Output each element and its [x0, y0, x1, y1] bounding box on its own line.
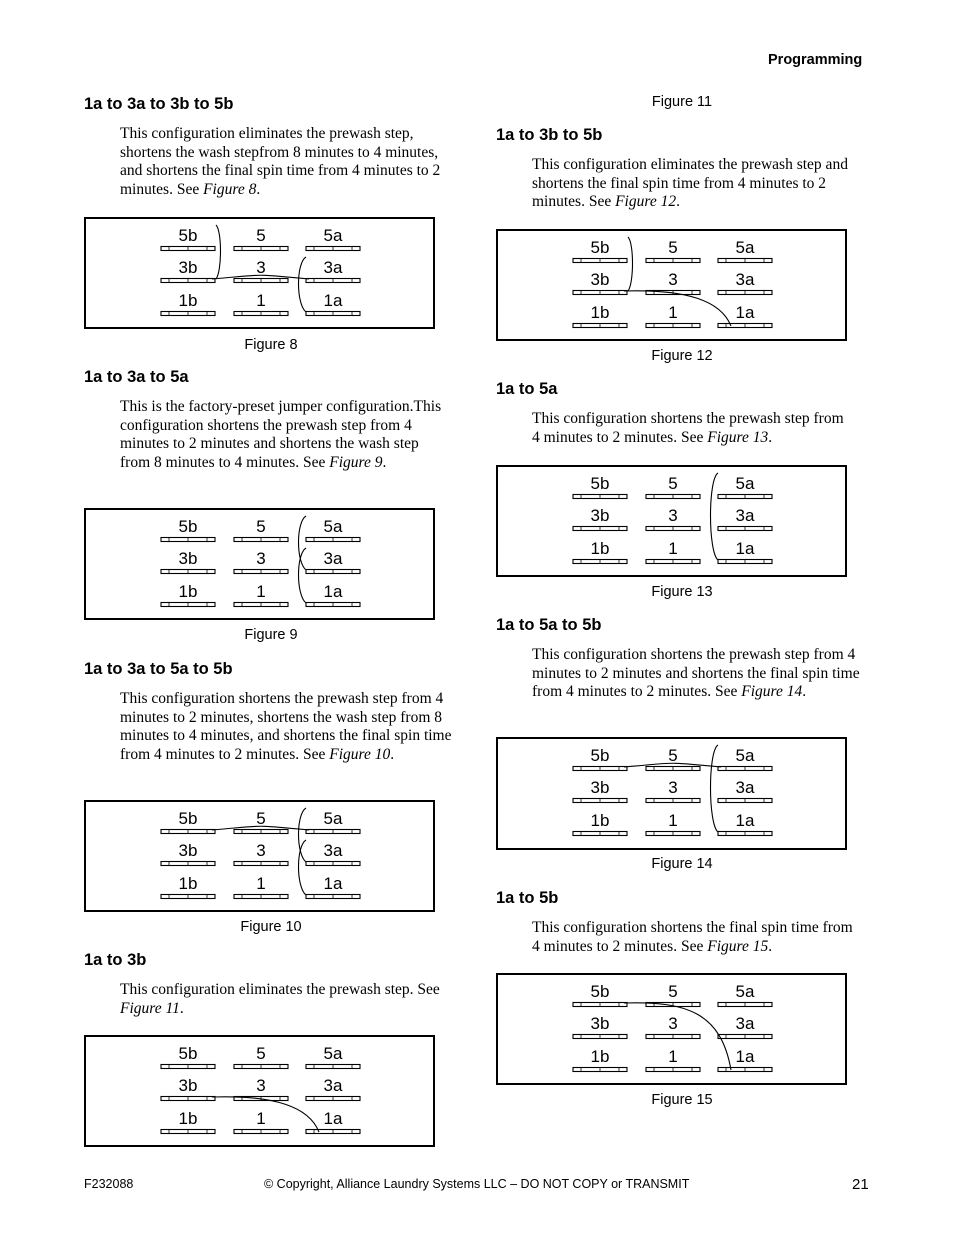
- terminal-1a: [306, 1109, 360, 1134]
- section-body: This configuration eliminates the prewash step, shortens the wash stepfrom 8 minutes to 4 minutes, and shortens the final spin time from 4 minutes to 2 minutes. See Figure 8.: [120, 125, 441, 198]
- terminal-3: [234, 258, 288, 283]
- terminal-5: [234, 226, 288, 251]
- figure-10-caption: Figure 10: [240, 919, 302, 935]
- figure-reference[interactable]: Figure 8: [203, 180, 257, 198]
- terminal-3b: [161, 841, 215, 866]
- terminal-label: 1: [256, 582, 266, 601]
- terminal-3a: [718, 270, 772, 295]
- terminal-1a: [306, 874, 360, 899]
- jumper-diagram-svg: [498, 739, 845, 848]
- terminal-5b: [573, 238, 627, 263]
- figure-9-jumper-diagram: [84, 508, 435, 620]
- jumper-diagram-svg: [86, 1037, 433, 1145]
- jumper-diagram-svg: [498, 467, 845, 575]
- jumper-wire-1a-5a: [711, 745, 719, 832]
- terminal-3b: [573, 270, 627, 295]
- terminal-label: 3: [668, 506, 678, 525]
- terminal-label: 1b: [590, 1047, 610, 1066]
- terminal-label: 1: [668, 539, 678, 558]
- jumper-diagram-svg: [498, 975, 845, 1083]
- section-body: This configuration eliminates the prewash step. See Figure 11.: [120, 981, 440, 1017]
- terminal-3b: [161, 1076, 215, 1101]
- terminal-label: 5b: [178, 517, 198, 536]
- section-heading: 1a to 5a: [496, 380, 558, 398]
- terminal-label: 3a: [323, 549, 343, 568]
- terminal-label: 1b: [590, 303, 610, 322]
- terminal-label: 5b: [178, 226, 198, 245]
- terminal-label: 5a: [323, 1044, 343, 1063]
- terminal-1b: [161, 291, 215, 316]
- terminal-1: [234, 1109, 288, 1134]
- terminal-label: 3a: [735, 506, 755, 525]
- terminal-1a: [718, 303, 772, 328]
- terminal-label: 5b: [590, 238, 610, 257]
- terminal-1b: [573, 539, 627, 564]
- terminal-label: 5a: [735, 238, 755, 257]
- terminal-5b: [573, 746, 627, 771]
- terminal-1b: [161, 582, 215, 607]
- terminal-3b: [161, 549, 215, 574]
- terminal-5b: [161, 809, 215, 834]
- section-body: This configuration shortens the prewash step from 4 minutes to 2 minutes, shortens the wash step from 8 minutes to 4 minutes, and shortens the final spin time from 4 minutes to 2 minutes. See Figure 10.: [120, 690, 452, 763]
- jumper-diagram-svg: [86, 219, 433, 327]
- terminal-3: [234, 549, 288, 574]
- page-number: 21: [852, 1176, 869, 1193]
- terminal-label: 1a: [323, 291, 343, 310]
- jumper-wire-3b-5b: [628, 237, 633, 291]
- terminal-label: 1a: [735, 811, 755, 830]
- terminal-label: 3: [256, 1076, 266, 1095]
- terminal-label: 3a: [323, 258, 343, 277]
- figure-reference[interactable]: Figure 12: [615, 193, 677, 211]
- terminal-5a: [306, 809, 360, 834]
- terminal-1: [646, 539, 700, 564]
- terminal-5a: [306, 226, 360, 251]
- section-1a-3b: [84, 950, 464, 1018]
- terminal-5: [646, 238, 700, 263]
- terminal-1a: [718, 811, 772, 836]
- terminal-label: 5: [668, 982, 678, 1001]
- terminal-5b: [161, 517, 215, 542]
- terminal-label: 1b: [590, 539, 610, 558]
- section-body: This configuration shortens the prewash step from 4 minutes to 2 minutes and shortens the final spin time from 4 minutes to 2 minutes. See Figure 14.: [532, 646, 860, 701]
- terminal-label: 5: [256, 809, 266, 828]
- terminal-3b: [573, 778, 627, 803]
- terminal-label: 3b: [590, 506, 610, 525]
- terminal-label: 1a: [323, 874, 343, 893]
- terminal-label: 5: [668, 238, 678, 257]
- terminal-3a: [718, 778, 772, 803]
- terminal-5: [646, 474, 700, 499]
- terminal-label: 3a: [735, 778, 755, 797]
- section-heading: 1a to 3a to 3b to 5b: [84, 95, 234, 113]
- section-heading: 1a to 3a to 5a: [84, 368, 189, 386]
- terminal-label: 1a: [735, 1047, 755, 1066]
- terminal-label: 5b: [178, 1044, 198, 1063]
- terminal-label: 1a: [735, 303, 755, 322]
- terminal-label: 1a: [323, 582, 343, 601]
- terminal-label: 5: [256, 1044, 266, 1063]
- terminal-5: [646, 982, 700, 1007]
- terminal-label: 5b: [590, 982, 610, 1001]
- footer-doc-number: F232088: [84, 1177, 134, 1191]
- terminal-1: [234, 874, 288, 899]
- terminal-label: 3: [668, 270, 678, 289]
- terminal-1: [646, 1047, 700, 1072]
- terminal-3a: [306, 258, 360, 283]
- terminal-label: 5a: [323, 226, 343, 245]
- figure-15-caption: Figure 15: [651, 1092, 713, 1108]
- terminal-1: [646, 811, 700, 836]
- terminal-label: 3: [256, 549, 266, 568]
- section-1a-3a-3b-5b: [84, 94, 464, 199]
- terminal-label: 5b: [178, 809, 198, 828]
- terminal-5: [646, 746, 700, 771]
- jumper-diagram-svg: [86, 802, 433, 910]
- terminal-label: 5b: [590, 746, 610, 765]
- terminal-label: 1: [256, 1109, 266, 1128]
- terminal-label: 3b: [590, 1014, 610, 1033]
- terminal-label: 3: [668, 1014, 678, 1033]
- figure-8-jumper-diagram: [84, 217, 435, 329]
- terminal-3a: [306, 841, 360, 866]
- jumper-wire-1a-3a: [299, 257, 307, 312]
- terminal-3a: [306, 549, 360, 574]
- section-1a-5b: [496, 888, 876, 956]
- terminal-label: 5: [668, 746, 678, 765]
- figure-15-jumper-diagram: [496, 973, 847, 1085]
- figure-11-caption: Figure 11: [651, 94, 713, 110]
- section-body: This is the factory-preset jumper configuration.This configuration shortens the prewash step from 4 minutes to 2 minutes and shortens the wash step from 8 minutes to 4 minutes. See Figure 9.: [120, 398, 442, 471]
- terminal-label: 3b: [178, 258, 198, 277]
- figure-12-caption: Figure 12: [651, 348, 713, 364]
- figure-14-jumper-diagram: [496, 737, 847, 850]
- terminal-5b: [161, 1044, 215, 1069]
- terminal-label: 1b: [178, 1109, 198, 1128]
- section-heading: 1a to 3b to 5b: [496, 126, 603, 144]
- terminal-label: 3: [668, 778, 678, 797]
- terminal-label: 1b: [590, 811, 610, 830]
- section-1a-3a-5a-5b: [84, 659, 464, 764]
- terminal-3a: [718, 1014, 772, 1039]
- terminal-5b: [573, 474, 627, 499]
- terminal-label: 3: [256, 258, 266, 277]
- terminal-label: 5b: [590, 474, 610, 493]
- terminal-5b: [573, 982, 627, 1007]
- terminal-5: [234, 809, 288, 834]
- terminal-3a: [718, 506, 772, 531]
- terminal-label: 5a: [735, 474, 755, 493]
- section-heading: 1a to 3b: [84, 951, 147, 969]
- figure-reference[interactable]: Figure 14: [741, 683, 803, 701]
- section-body: This configuration eliminates the prewash step and shortens the final spin time from 4 minutes to 2 minutes. See Figure 12.: [532, 156, 848, 211]
- terminal-label: 1: [668, 811, 678, 830]
- figure-10-jumper-diagram: [84, 800, 435, 912]
- terminal-label: 3a: [735, 270, 755, 289]
- jumper-wire-3b-5b: [216, 225, 221, 279]
- terminal-label: 3a: [323, 1076, 343, 1095]
- terminal-label: 3a: [735, 1014, 755, 1033]
- figure-reference[interactable]: Figure 15: [707, 937, 769, 955]
- terminal-label: 3b: [590, 778, 610, 797]
- terminal-5: [234, 1044, 288, 1069]
- terminal-5a: [718, 474, 772, 499]
- section-1a-3b-5b: [496, 125, 876, 212]
- terminal-label: 3b: [178, 1076, 198, 1095]
- figure-13-caption: Figure 13: [651, 584, 713, 600]
- terminal-1: [646, 303, 700, 328]
- terminal-label: 3: [256, 841, 266, 860]
- jumper-diagram-svg: [86, 510, 433, 618]
- terminal-3b: [161, 258, 215, 283]
- section-1a-3a-5a: [84, 367, 464, 472]
- figure-9-caption: Figure 9: [244, 627, 298, 643]
- terminal-label: 5a: [323, 517, 343, 536]
- terminal-1b: [573, 303, 627, 328]
- terminal-label: 1: [668, 1047, 678, 1066]
- terminal-1: [234, 582, 288, 607]
- figure-11-jumper-diagram: [84, 1035, 435, 1147]
- terminal-label: 1: [668, 303, 678, 322]
- terminal-5: [234, 517, 288, 542]
- section-body: This configuration shortens the prewash step from 4 minutes to 2 minutes. See Figure 13.: [532, 410, 844, 446]
- terminal-label: 1a: [323, 1109, 343, 1128]
- terminal-label: 1: [256, 874, 266, 893]
- terminal-1a: [306, 582, 360, 607]
- terminal-label: 5: [256, 226, 266, 245]
- terminal-label: 3b: [178, 841, 198, 860]
- terminal-5a: [718, 238, 772, 263]
- section-heading: 1a to 5a to 5b: [496, 616, 602, 634]
- page-header-title: Programming: [768, 52, 863, 68]
- figure-12-jumper-diagram: [496, 229, 847, 341]
- terminal-3: [646, 1014, 700, 1039]
- terminal-1b: [573, 1047, 627, 1072]
- terminal-label: 1b: [178, 291, 198, 310]
- figure-reference[interactable]: Figure 10: [329, 745, 391, 763]
- terminal-label: 5a: [735, 746, 755, 765]
- section-1a-5a-5b: [496, 615, 876, 702]
- terminal-3: [234, 841, 288, 866]
- figure-14-caption: Figure 14: [651, 856, 713, 872]
- figure-13-jumper-diagram: [496, 465, 847, 577]
- jumper-wire-1a-5a: [711, 473, 719, 560]
- terminal-1a: [306, 291, 360, 316]
- terminal-label: 1b: [178, 874, 198, 893]
- terminal-1b: [161, 874, 215, 899]
- terminal-1b: [161, 1109, 215, 1134]
- section-heading: 1a to 3a to 5a to 5b: [84, 660, 233, 678]
- terminal-5b: [161, 226, 215, 251]
- figure-reference[interactable]: Figure 9: [329, 453, 383, 471]
- section-1a-5a: [496, 379, 876, 447]
- terminal-3: [646, 778, 700, 803]
- terminal-1a: [718, 539, 772, 564]
- terminal-5a: [306, 517, 360, 542]
- section-heading: 1a to 5b: [496, 889, 559, 907]
- terminal-label: 1: [256, 291, 266, 310]
- terminal-label: 3b: [590, 270, 610, 289]
- terminal-3a: [306, 1076, 360, 1101]
- jumper-diagram-svg: [498, 231, 845, 339]
- terminal-1b: [573, 811, 627, 836]
- footer-copyright: © Copyright, Alliance Laundry Systems LLC – DO NOT COPY or TRANSMIT: [264, 1177, 690, 1191]
- terminal-label: 1b: [178, 582, 198, 601]
- terminal-label: 5: [256, 517, 266, 536]
- terminal-label: 1a: [735, 539, 755, 558]
- terminal-label: 3a: [323, 841, 343, 860]
- terminal-label: 5a: [735, 982, 755, 1001]
- section-body: This configuration shortens the final spin time from 4 minutes to 2 minutes. See Figure 15.: [532, 919, 853, 955]
- terminal-5a: [306, 1044, 360, 1069]
- figure-reference[interactable]: Figure 11: [120, 999, 180, 1017]
- terminal-1: [234, 291, 288, 316]
- terminal-3b: [573, 506, 627, 531]
- terminal-label: 3b: [178, 549, 198, 568]
- terminal-label: 5: [668, 474, 678, 493]
- terminal-5a: [718, 746, 772, 771]
- terminal-5a: [718, 982, 772, 1007]
- terminal-3b: [573, 1014, 627, 1039]
- terminal-label: 5a: [323, 809, 343, 828]
- figure-reference[interactable]: Figure 13: [707, 428, 769, 446]
- terminal-3: [646, 506, 700, 531]
- figure-8-caption: Figure 8: [244, 337, 298, 353]
